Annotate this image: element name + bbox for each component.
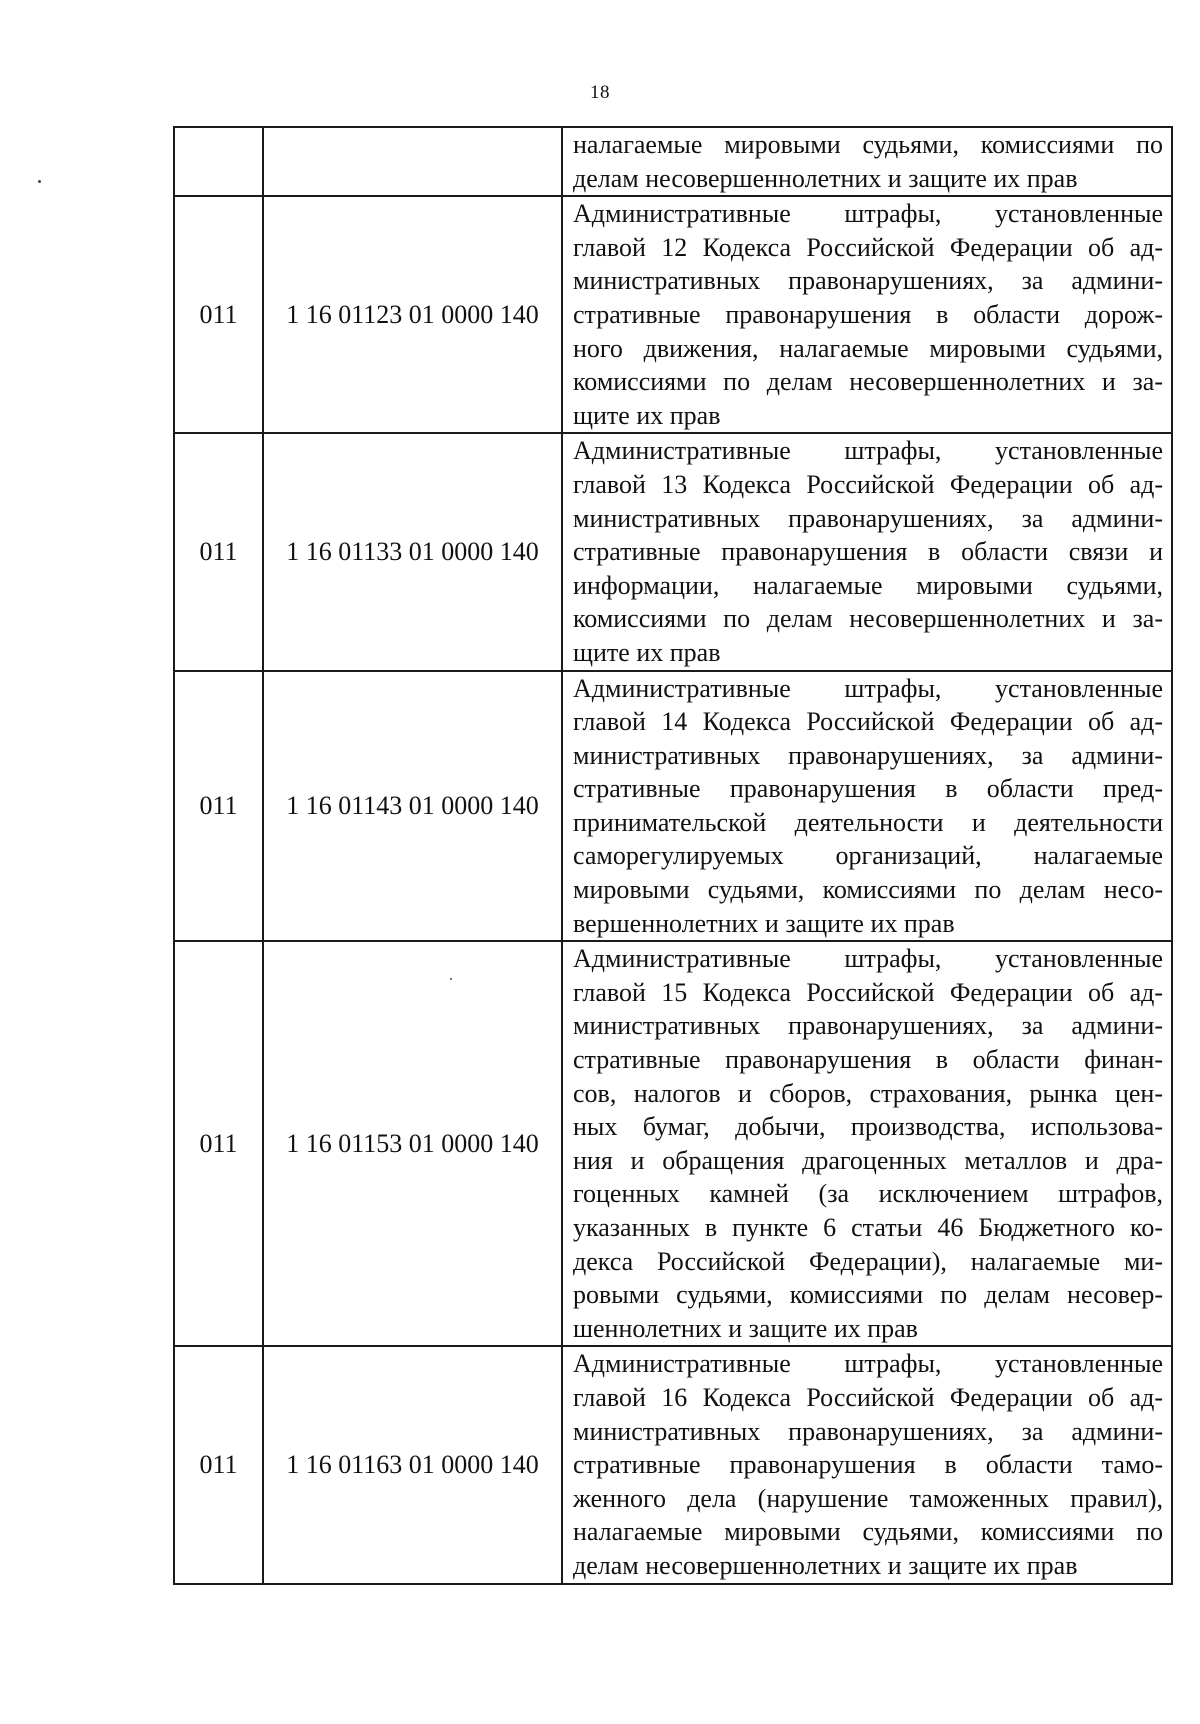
description-line: министративных правонарушениях, за админи-	[573, 503, 1163, 533]
description-cell	[562, 127, 1172, 196]
description-line: принимательской деятельности и деятельности	[573, 807, 1163, 837]
description-line: комиссиями по делам несовершеннолетних и за-	[573, 604, 1163, 634]
description-line: женного дела (нарушение таможенных правил),	[573, 1483, 1163, 1513]
description-line: министративных правонарушениях, за админи-	[573, 1416, 1163, 1446]
description-line: указанных в пункте 6 статьи 46 Бюджетного ко-	[573, 1213, 1163, 1242]
description-cell	[562, 941, 1172, 1346]
admin-code-cell: 011	[174, 196, 263, 433]
description-line: налагаемые мировыми судьями, комиссиями по	[573, 1517, 1163, 1547]
description-line: стративные правонарушения в области дорож-	[573, 299, 1163, 329]
description-cell	[562, 1346, 1172, 1583]
admin-code-cell	[174, 127, 263, 196]
table-row	[174, 127, 1172, 196]
budget-code-cell: 1 16 01143 01 0000 140	[263, 671, 562, 942]
description-line: саморегулируемых организаций, налагаемые	[573, 841, 1163, 871]
budget-code-cell: 1 16 01133 01 0000 140	[263, 433, 562, 670]
description-line: ного движения, налагаемые мировыми судьями,	[573, 333, 1163, 363]
description-line: гоценных камней (за исключением штрафов,	[573, 1179, 1163, 1209]
description-line: Административные штрафы, установленные	[573, 436, 1163, 466]
description-line: министративных правонарушениях, за админи-	[573, 740, 1163, 770]
budget-code-cell	[263, 127, 562, 196]
description-line: Административные штрафы, установленные	[573, 199, 1163, 229]
description-cell	[562, 196, 1172, 433]
table-row	[174, 433, 1172, 670]
table-row	[174, 1346, 1172, 1583]
scan-speck	[38, 180, 41, 183]
description-line: сов, налогов и сборов, страхования, рынка цен-	[573, 1078, 1163, 1108]
admin-code-cell: 011	[174, 941, 263, 1346]
description-line: шеннолетних и защите их прав	[573, 1313, 918, 1343]
description-line: делам несовершеннолетних и защите их прав	[573, 163, 1078, 193]
description-line: декса Российской Федерации), налагаемые ми-	[573, 1246, 1163, 1276]
description-line: главой 12 Кодекса Российской Федерации об ад-	[573, 232, 1163, 262]
description-line: стративные правонарушения в области связи и	[573, 537, 1163, 567]
description-line: главой 16 Кодекса Российской Федерации об ад-	[573, 1382, 1163, 1412]
description-line: главой 14 Кодекса Российской Федерации об ад-	[573, 707, 1163, 737]
budget-code-cell: 1 16 01153 01 0000 140	[263, 941, 562, 1346]
budget-code-cell: 1 16 01123 01 0000 140	[263, 196, 562, 433]
description-line: главой 15 Кодекса Российской Федерации об ад-	[573, 977, 1163, 1007]
description-line: ных бумаг, добычи, производства, использова-	[573, 1112, 1163, 1142]
description-line: Административные штрафы, установленные	[573, 673, 1163, 703]
description-line: щите их прав	[573, 637, 721, 667]
admin-code-cell: 011	[174, 671, 263, 942]
description-line: комиссиями по делам несовершеннолетних и за-	[573, 367, 1163, 397]
table-row	[174, 941, 1172, 1346]
description-line: ровыми судьями, комиссиями по делам несовер-	[573, 1280, 1163, 1310]
admin-code-cell: 011	[174, 1346, 263, 1583]
description-line: информации, налагаемые мировыми судьями,	[573, 570, 1163, 600]
description-line: Административные штрафы, установленные	[573, 1349, 1163, 1379]
admin-code-cell: 011	[174, 433, 263, 670]
description-cell	[562, 671, 1172, 942]
description-line: щите их прав	[573, 400, 721, 430]
description-line: министративных правонарушениях, за админи-	[573, 266, 1163, 296]
table-body	[174, 127, 1172, 1584]
page-number: 18	[590, 82, 610, 103]
table-row	[174, 671, 1172, 942]
description-line: главой 13 Кодекса Российской Федерации об ад-	[573, 469, 1163, 499]
description-line: стративные правонарушения в области пред-	[573, 774, 1163, 804]
description-line: стративные правонарушения в области тамо-	[573, 1450, 1163, 1480]
description-line: мировыми судьями, комиссиями по делам несо-	[573, 875, 1163, 905]
classification-table	[173, 126, 1173, 1585]
description-line: делам несовершеннолетних и защите их прав	[573, 1550, 1078, 1580]
description-line: налагаемые мировыми судьями, комиссиями по	[573, 130, 1163, 159]
description-line: вершеннолетних и защите их прав	[573, 908, 955, 938]
description-line: Административные штрафы, установленные	[573, 944, 1163, 974]
description-line: министративных правонарушениях, за админи-	[573, 1011, 1163, 1041]
description-cell	[562, 433, 1172, 670]
table-row	[174, 196, 1172, 433]
budget-code-cell: 1 16 01163 01 0000 140	[263, 1346, 562, 1583]
description-line: стративные правонарушения в области финан-	[573, 1045, 1163, 1075]
description-line: ния и обращения драгоценных металлов и дра-	[573, 1145, 1163, 1175]
